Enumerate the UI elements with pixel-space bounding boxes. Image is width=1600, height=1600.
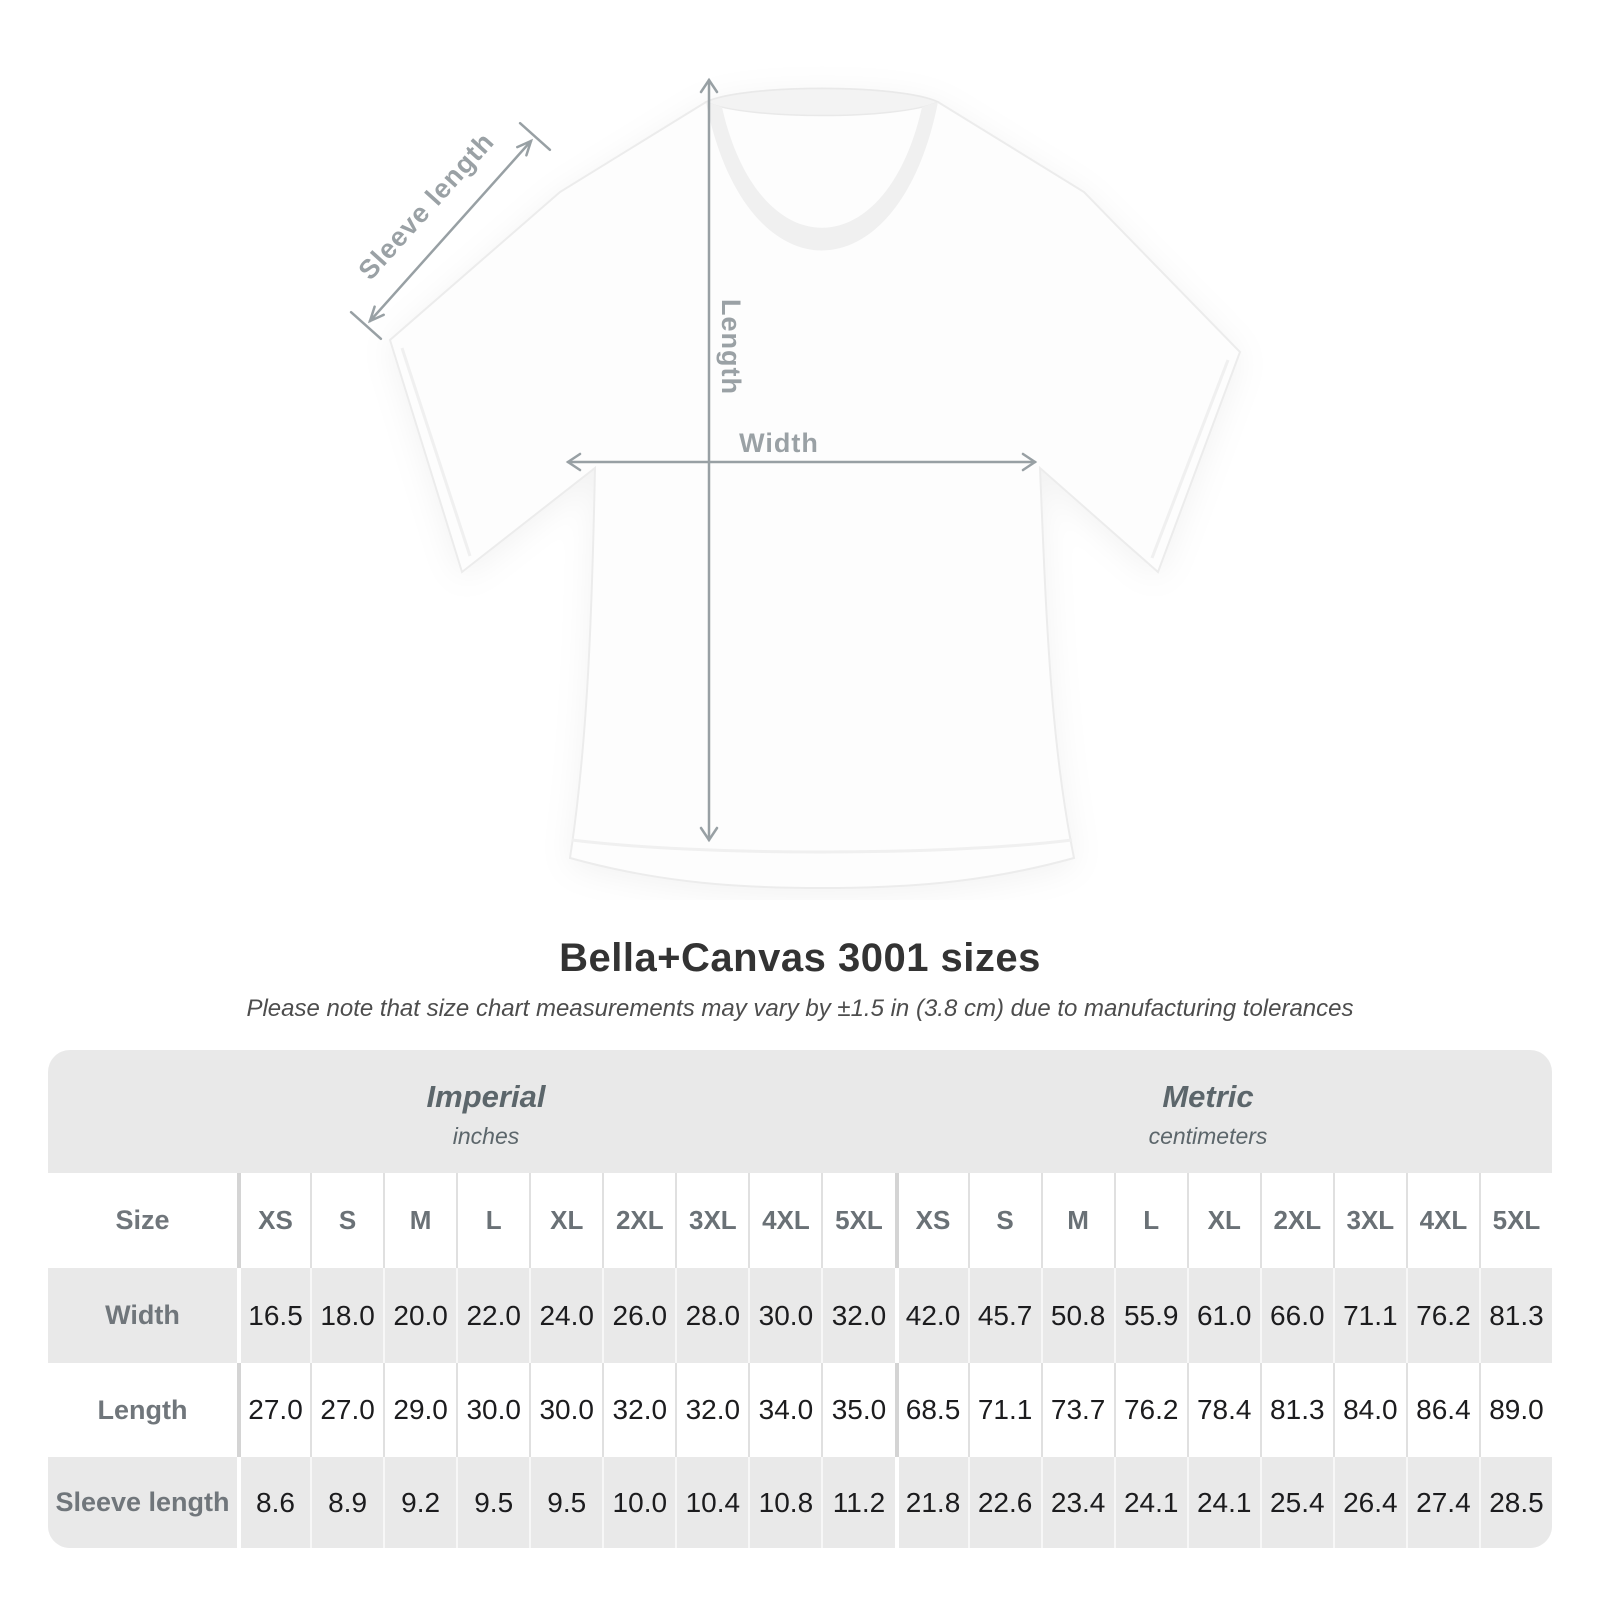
value-cell: 30.0 bbox=[748, 1268, 821, 1363]
value-cell: 20.0 bbox=[383, 1268, 456, 1363]
row-label: Length bbox=[97, 1394, 188, 1425]
value-cell: 26.4 bbox=[1333, 1457, 1406, 1548]
value-cell: 30.0 bbox=[456, 1363, 529, 1457]
value-cell: 24.0 bbox=[529, 1268, 602, 1363]
width-label: Width bbox=[739, 428, 819, 458]
value-cell: 86.4 bbox=[1406, 1363, 1479, 1457]
value-cell: 32.0 bbox=[675, 1363, 748, 1457]
col-header: M bbox=[383, 1173, 456, 1268]
col-header: S bbox=[968, 1173, 1041, 1268]
value-cell: 71.1 bbox=[968, 1363, 1041, 1457]
col-header: XS bbox=[237, 1173, 310, 1268]
value-cell: 10.0 bbox=[602, 1457, 675, 1548]
value-cell: 35.0 bbox=[821, 1363, 894, 1457]
page-title: Bella+Canvas 3001 sizes bbox=[559, 936, 1041, 980]
col-header: 2XL bbox=[602, 1173, 675, 1268]
imperial-label: Imperial bbox=[426, 1079, 546, 1114]
table-row-sleeve-length bbox=[48, 1457, 1552, 1548]
size-header-row bbox=[48, 1173, 1552, 1268]
value-cell: 28.5 bbox=[1479, 1457, 1552, 1548]
value-cell: 11.2 bbox=[821, 1457, 894, 1548]
metric-label: Metric bbox=[1162, 1079, 1254, 1114]
value-cell: 78.4 bbox=[1187, 1363, 1260, 1457]
sleeve-length-label: Sleeve length bbox=[352, 126, 501, 286]
value-cell: 81.3 bbox=[1260, 1363, 1333, 1457]
value-cell: 55.9 bbox=[1114, 1268, 1187, 1363]
value-cell: 9.2 bbox=[383, 1457, 456, 1548]
row-label: Width bbox=[105, 1300, 180, 1330]
length-label: Length bbox=[716, 299, 746, 395]
value-cell: 27.0 bbox=[237, 1363, 310, 1457]
value-cell: 16.5 bbox=[237, 1268, 310, 1363]
value-cell: 10.8 bbox=[748, 1457, 821, 1548]
value-cell: 61.0 bbox=[1187, 1268, 1260, 1363]
value-cell: 89.0 bbox=[1479, 1363, 1552, 1457]
value-cell: 45.7 bbox=[968, 1268, 1041, 1363]
col-header: XL bbox=[1187, 1173, 1260, 1268]
metric-unit: centimeters bbox=[1148, 1123, 1268, 1149]
col-header: 5XL bbox=[1479, 1173, 1552, 1268]
col-header: S bbox=[310, 1173, 383, 1268]
unit-header-row bbox=[48, 1050, 1552, 1173]
value-cell: 18.0 bbox=[310, 1268, 383, 1363]
col-header: L bbox=[1114, 1173, 1187, 1268]
value-cell: 30.0 bbox=[529, 1363, 602, 1457]
value-cell: 9.5 bbox=[529, 1457, 602, 1548]
value-cell: 34.0 bbox=[748, 1363, 821, 1457]
value-cell: 32.0 bbox=[821, 1268, 894, 1363]
col-header: 5XL bbox=[821, 1173, 894, 1268]
value-cell: 8.6 bbox=[237, 1457, 310, 1548]
imperial-unit: inches bbox=[452, 1123, 520, 1149]
value-cell: 32.0 bbox=[602, 1363, 675, 1457]
value-cell: 22.0 bbox=[456, 1268, 529, 1363]
value-cell: 10.4 bbox=[675, 1457, 748, 1548]
value-cell: 76.2 bbox=[1406, 1268, 1479, 1363]
col-header: 3XL bbox=[675, 1173, 748, 1268]
col-header: 4XL bbox=[1406, 1173, 1479, 1268]
value-cell: 28.0 bbox=[675, 1268, 748, 1363]
value-cell: 68.5 bbox=[895, 1363, 968, 1457]
value-cell: 71.1 bbox=[1333, 1268, 1406, 1363]
metric-unit-header bbox=[894, 1050, 1552, 1173]
value-cell: 8.9 bbox=[310, 1457, 383, 1548]
col-header: 3XL bbox=[1333, 1173, 1406, 1268]
value-cell: 24.1 bbox=[1114, 1457, 1187, 1548]
value-cell: 27.4 bbox=[1406, 1457, 1479, 1548]
value-cell: 42.0 bbox=[895, 1268, 968, 1363]
value-cell: 21.8 bbox=[895, 1457, 968, 1548]
value-cell: 29.0 bbox=[383, 1363, 456, 1457]
value-cell: 9.5 bbox=[456, 1457, 529, 1548]
value-cell: 24.1 bbox=[1187, 1457, 1260, 1548]
size-chart-card bbox=[48, 1050, 1552, 1548]
value-cell: 81.3 bbox=[1479, 1268, 1552, 1363]
col-header: XS bbox=[895, 1173, 968, 1268]
table-row-length bbox=[48, 1363, 1552, 1457]
heading-block bbox=[0, 936, 1600, 1023]
page-subtitle: Please note that size chart measurements may vary by ±1.5 in (3.8 cm) due to manufacturing tolerances bbox=[246, 995, 1354, 1022]
value-cell: 84.0 bbox=[1333, 1363, 1406, 1457]
col-header: 4XL bbox=[748, 1173, 821, 1268]
value-cell: 76.2 bbox=[1114, 1363, 1187, 1457]
col-header: 2XL bbox=[1260, 1173, 1333, 1268]
table-row-width bbox=[48, 1268, 1552, 1363]
value-cell: 73.7 bbox=[1041, 1363, 1114, 1457]
value-cell: 27.0 bbox=[310, 1363, 383, 1457]
col-header: XL bbox=[529, 1173, 602, 1268]
tshirt-silhouette bbox=[390, 89, 1240, 889]
row-label: Sleeve length bbox=[55, 1487, 230, 1517]
size-column-label: Size bbox=[115, 1205, 170, 1235]
value-cell: 22.6 bbox=[968, 1457, 1041, 1548]
imperial-unit-header bbox=[48, 1050, 894, 1173]
value-cell: 26.0 bbox=[602, 1268, 675, 1363]
value-cell: 66.0 bbox=[1260, 1268, 1333, 1363]
value-cell: 25.4 bbox=[1260, 1457, 1333, 1548]
col-header: L bbox=[456, 1173, 529, 1268]
col-header: M bbox=[1041, 1173, 1114, 1268]
value-cell: 23.4 bbox=[1041, 1457, 1114, 1548]
value-cell: 50.8 bbox=[1041, 1268, 1114, 1363]
